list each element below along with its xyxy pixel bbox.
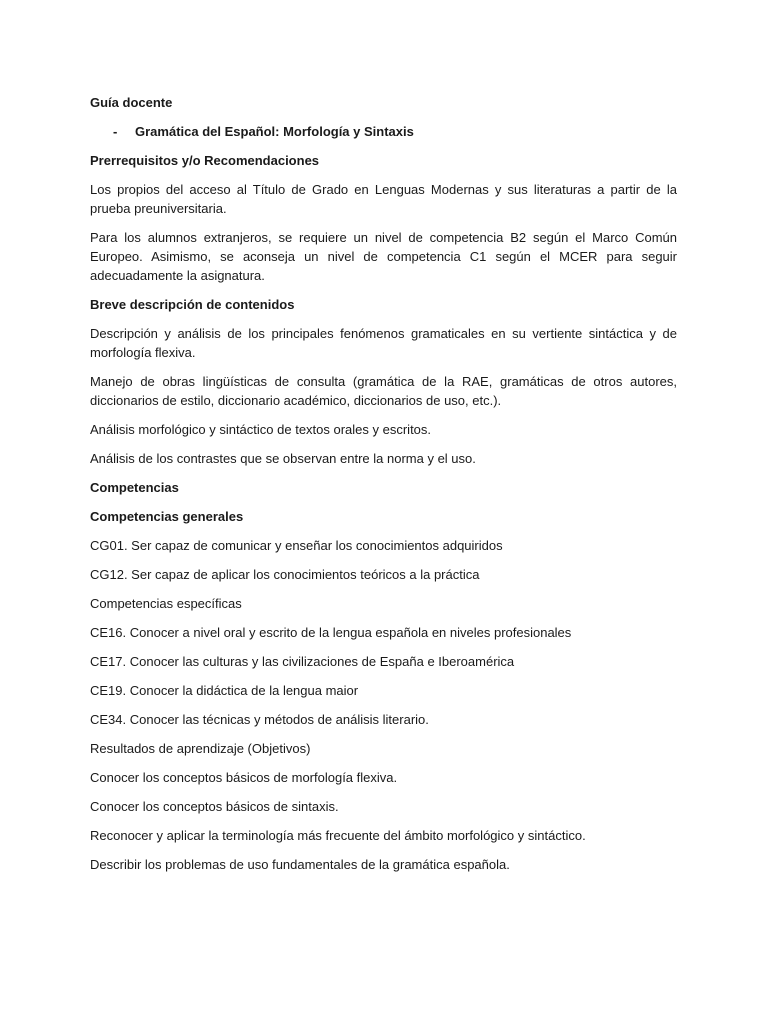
subject-title: Gramática del Español: Morfología y Sintaxis	[135, 124, 414, 139]
general-competencies-heading: Competencias generales	[90, 509, 244, 524]
specific-competency-item: CE34. Conocer las técnicas y métodos de análisis literario.	[90, 712, 429, 727]
outcome-item: Conocer los conceptos básicos de morfología flexiva.	[90, 770, 398, 785]
prereq-paragraph-1: Los propios del acceso al Título de Grado en Lenguas Modernas y sus literaturas a partir de la prueba preuniversitaria.	[90, 182, 677, 216]
document-page	[90, 93, 677, 884]
contents-heading: Breve descripción de contenidos	[90, 297, 295, 312]
prereq-heading: Prerrequisitos y/o Recomendaciones	[90, 153, 320, 168]
contents-paragraph-3: Análisis morfológico y sintáctico de textos orales y escritos.	[90, 422, 432, 437]
general-competency-item: CG01. Ser capaz de comunicar y enseñar los conocimientos adquiridos	[90, 538, 503, 553]
contents-paragraph-2: Manejo de obras lingüísticas de consulta (gramática de la RAE, gramáticas de otros autores, diccionarios de estilo, diccionario académico, diccionarios de uso, etc.).	[90, 374, 677, 408]
prereq-paragraph-2: Para los alumnos extranjeros, se requiere un nivel de competencia B2 según el Marco Común Europeo. Asimismo, se aconseja un nivel de competencia C1 según el MCER para seguir adecuadamente la asignatura.	[90, 230, 677, 283]
bullet-dash: -	[113, 124, 118, 139]
specific-competency-item: CE16. Conocer a nivel oral y escrito de la lengua española en niveles profesionales	[90, 625, 572, 640]
specific-competency-item: CE19. Conocer la didáctica de la lengua maior	[90, 683, 359, 698]
competencies-heading: Competencias	[90, 480, 179, 495]
outcomes-heading: Resultados de aprendizaje (Objetivos)	[90, 741, 311, 756]
outcome-item: Reconocer y aplicar la terminología más frecuente del ámbito morfológico y sintáctico.	[90, 828, 586, 843]
outcome-item: Describir los problemas de uso fundamentales de la gramática española.	[90, 857, 510, 872]
contents-paragraph-4: Análisis de los contrastes que se observan entre la norma y el uso.	[90, 451, 476, 466]
general-competency-item: CG12. Ser capaz de aplicar los conocimientos teóricos a la práctica	[90, 567, 480, 582]
guide-title: Guía docente	[90, 95, 173, 110]
contents-paragraph-1: Descripción y análisis de los principales fenómenos gramaticales en su vertiente sintáctica y de morfología flexiva.	[90, 326, 677, 360]
outcome-item: Conocer los conceptos básicos de sintaxis.	[90, 799, 339, 814]
subject-bullet	[90, 122, 677, 141]
specific-competency-item: CE17. Conocer las culturas y las civilizaciones de España e Iberoamérica	[90, 654, 515, 669]
specific-competencies-heading: Competencias específicas	[90, 596, 242, 611]
